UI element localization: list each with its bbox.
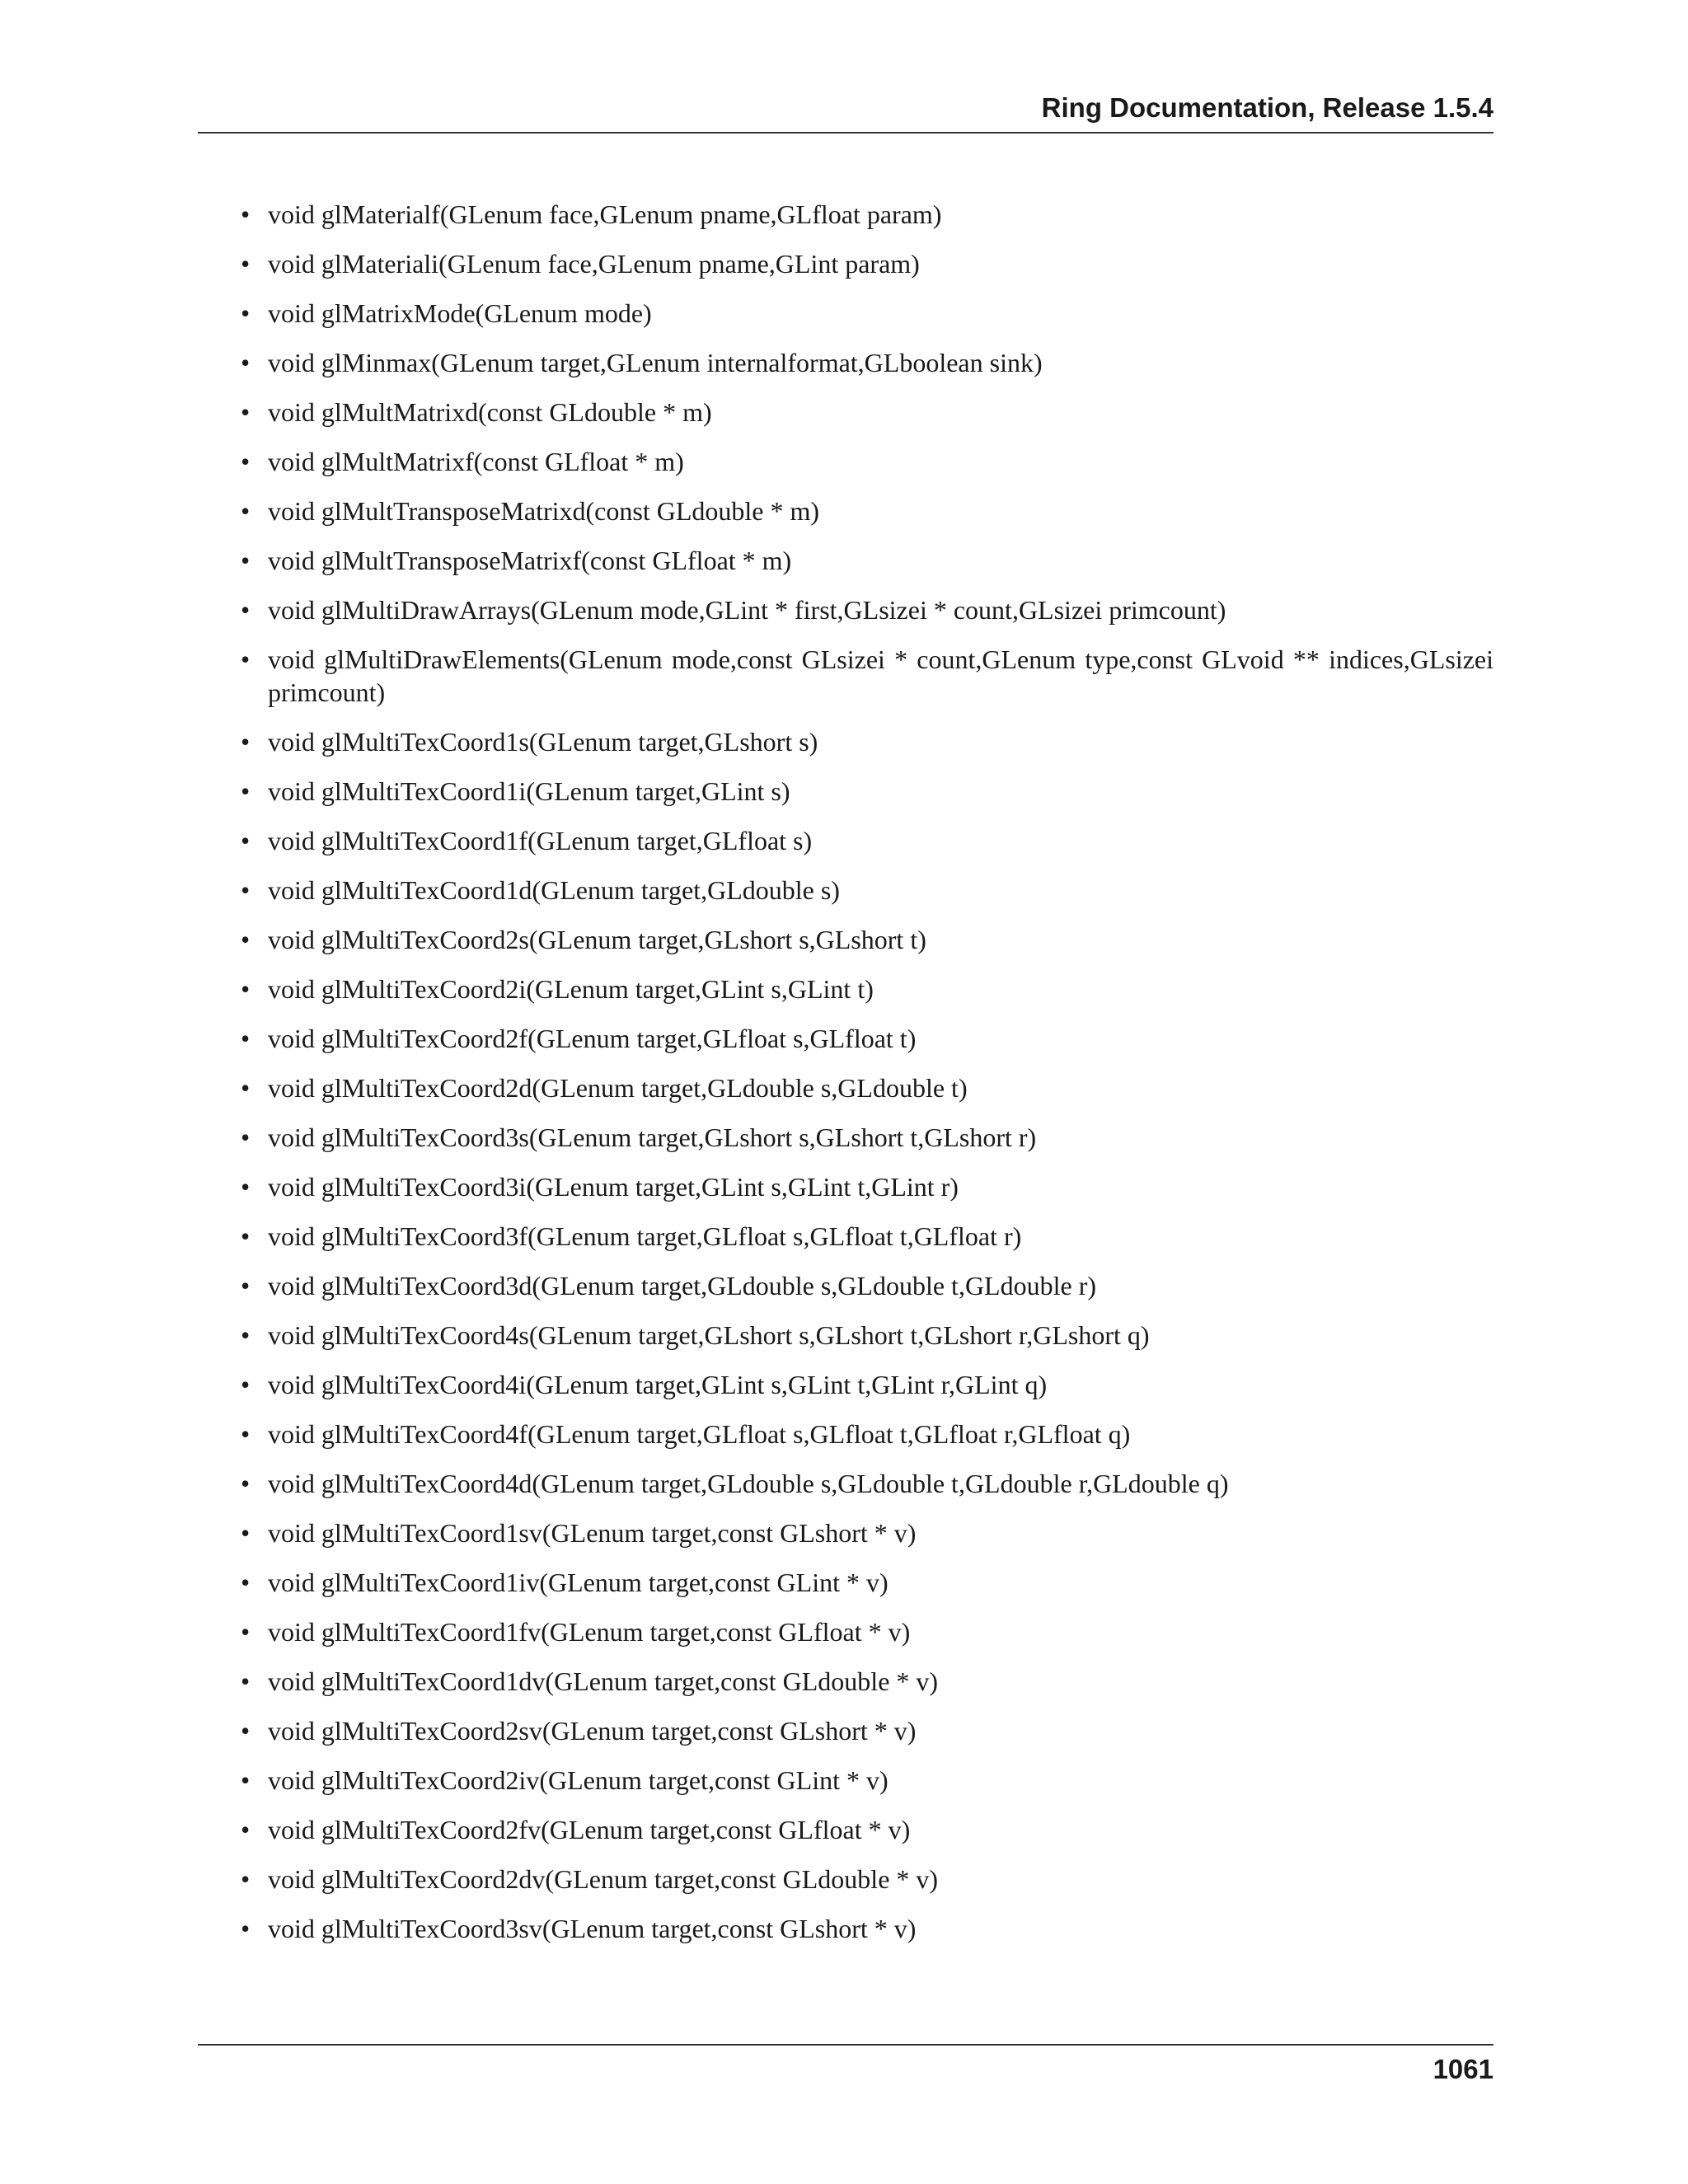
- page-footer: [198, 2044, 1493, 2084]
- list-item: [198, 198, 1493, 231]
- function-signature: void glMultiTexCoord1s(GLenum target,GLshort s): [268, 727, 818, 757]
- bullet-icon: •: [241, 1024, 251, 1053]
- function-signature: void glMultiTexCoord3sv(GLenum target,const GLshort * v): [268, 1914, 917, 1943]
- list-item: [198, 396, 1493, 429]
- list-item: [198, 1368, 1493, 1401]
- list-item: [198, 1269, 1493, 1302]
- bullet-icon: •: [241, 1370, 251, 1399]
- function-signature: void glMultiTexCoord4f(GLenum target,GLfloat s,GLfloat t,GLfloat r,GLfloat q): [268, 1419, 1131, 1449]
- list-item: [198, 643, 1493, 709]
- function-signature: void glMultiTexCoord4d(GLenum target,GLdouble s,GLdouble t,GLdouble r,GLdouble q): [268, 1469, 1229, 1498]
- list-item: [198, 445, 1493, 478]
- bullet-icon: •: [241, 397, 251, 427]
- list-item: [198, 1022, 1493, 1055]
- function-signature: void glMultiTexCoord2d(GLenum target,GLdouble s,GLdouble t): [268, 1073, 968, 1103]
- function-list: [198, 198, 1493, 1945]
- function-signature: void glMultiTexCoord2s(GLenum target,GLshort s,GLshort t): [268, 925, 926, 954]
- function-signature: void glMultTransposeMatrixd(const GLdouble * m): [268, 496, 819, 526]
- bullet-icon: •: [241, 826, 251, 855]
- bullet-icon: •: [241, 1765, 251, 1795]
- function-signature: void glMultiTexCoord2sv(GLenum target,const GLshort * v): [268, 1716, 917, 1746]
- function-signature: void glMultiDrawArrays(GLenum mode,GLint * first,GLsizei * count,GLsizei primcount): [268, 595, 1226, 625]
- function-signature: void glMultiTexCoord2i(GLenum target,GLint s,GLint t): [268, 974, 874, 1004]
- bullet-icon: •: [241, 249, 251, 279]
- function-signature: void glMultiTexCoord3d(GLenum target,GLdouble s,GLdouble t,GLdouble r): [268, 1271, 1096, 1301]
- list-item: [198, 1813, 1493, 1846]
- list-item: [198, 544, 1493, 577]
- function-signature: void glMultiTexCoord1dv(GLenum target,const GLdouble * v): [268, 1666, 939, 1696]
- bullet-icon: •: [241, 644, 251, 674]
- function-signature: void glMultiTexCoord2dv(GLenum target,const GLdouble * v): [268, 1864, 939, 1894]
- bullet-icon: •: [241, 1469, 251, 1498]
- list-item: [198, 1714, 1493, 1747]
- list-item: [198, 775, 1493, 808]
- function-signature: void glMultiTexCoord1f(GLenum target,GLfloat s): [268, 826, 813, 855]
- bullet-icon: •: [241, 875, 251, 905]
- function-signature: void glMultiTexCoord2iv(GLenum target,const GLint * v): [268, 1765, 889, 1795]
- function-signature: void glMultiTexCoord2f(GLenum target,GLfloat s,GLfloat t): [268, 1024, 917, 1053]
- bullet-icon: •: [241, 1666, 251, 1696]
- list-item: [198, 1516, 1493, 1549]
- list-item: [198, 1467, 1493, 1500]
- list-item: [198, 1121, 1493, 1154]
- function-signature: void glMultiTexCoord1i(GLenum target,GLint s): [268, 776, 790, 806]
- bullet-icon: •: [241, 1419, 251, 1449]
- list-item: [198, 1220, 1493, 1253]
- bullet-icon: •: [241, 1864, 251, 1894]
- function-signature: void glMultMatrixd(const GLdouble * m): [268, 397, 712, 427]
- function-signature: void glMultiDrawElements(GLenum mode,const GLsizei * count,GLenum type,const GLvoid ** indices,GLsizei primcount): [268, 644, 1493, 707]
- list-item: [198, 1665, 1493, 1698]
- list-item: [198, 593, 1493, 626]
- bullet-icon: •: [241, 447, 251, 476]
- bullet-icon: •: [241, 496, 251, 526]
- list-item: [198, 346, 1493, 379]
- function-signature: void glMultiTexCoord3f(GLenum target,GLfloat s,GLfloat t,GLfloat r): [268, 1221, 1022, 1251]
- list-item: [198, 874, 1493, 907]
- function-signature: void glMatrixMode(GLenum mode): [268, 298, 652, 328]
- page-number: 1061: [1432, 2054, 1493, 2084]
- bullet-icon: •: [241, 1815, 251, 1844]
- list-item: [198, 1566, 1493, 1599]
- document-title: Ring Documentation, Release 1.5.4: [1041, 92, 1493, 123]
- list-item: [198, 494, 1493, 527]
- list-item: [198, 1764, 1493, 1797]
- list-item: [198, 824, 1493, 857]
- bullet-icon: •: [241, 298, 251, 328]
- function-signature: void glMaterialf(GLenum face,GLenum pname,GLfloat param): [268, 199, 942, 229]
- bullet-icon: •: [241, 1617, 251, 1647]
- list-item: [198, 1170, 1493, 1203]
- function-signature: void glMultiTexCoord1sv(GLenum target,const GLshort * v): [268, 1518, 917, 1548]
- function-signature: void glMultiTexCoord3s(GLenum target,GLshort s,GLshort t,GLshort r): [268, 1122, 1037, 1152]
- bullet-icon: •: [241, 776, 251, 806]
- list-item: [198, 1863, 1493, 1896]
- list-item: [198, 1418, 1493, 1451]
- bullet-icon: •: [241, 1271, 251, 1301]
- function-signature: void glMultiTexCoord2fv(GLenum target,const GLfloat * v): [268, 1815, 911, 1844]
- function-signature: void glMultTransposeMatrixf(const GLfloat * m): [268, 546, 792, 575]
- bullet-icon: •: [241, 1716, 251, 1746]
- bullet-icon: •: [241, 925, 251, 954]
- bullet-icon: •: [241, 727, 251, 757]
- bullet-icon: •: [241, 1320, 251, 1350]
- function-signature: void glMultMatrixf(const GLfloat * m): [268, 447, 684, 476]
- bullet-icon: •: [241, 1518, 251, 1548]
- function-signature: void glMultiTexCoord4s(GLenum target,GLshort s,GLshort t,GLshort r,GLshort q): [268, 1320, 1150, 1350]
- bullet-icon: •: [241, 595, 251, 625]
- list-item: [198, 725, 1493, 758]
- bullet-icon: •: [241, 199, 251, 229]
- list-item: [198, 1615, 1493, 1648]
- list-item: [198, 923, 1493, 956]
- bullet-icon: •: [241, 1172, 251, 1202]
- list-item: [198, 247, 1493, 280]
- bullet-icon: •: [241, 1122, 251, 1152]
- list-item: [198, 297, 1493, 330]
- function-signature: void glMultiTexCoord1fv(GLenum target,const GLfloat * v): [268, 1617, 911, 1647]
- list-item: [198, 1071, 1493, 1104]
- page-header: [198, 89, 1493, 134]
- bullet-icon: •: [241, 1914, 251, 1943]
- bullet-icon: •: [241, 348, 251, 377]
- list-item: [198, 1319, 1493, 1352]
- bullet-icon: •: [241, 1221, 251, 1251]
- function-signature: void glMultiTexCoord1d(GLenum target,GLdouble s): [268, 875, 840, 905]
- function-signature: void glMultiTexCoord1iv(GLenum target,const GLint * v): [268, 1568, 889, 1597]
- function-signature: void glMinmax(GLenum target,GLenum internalformat,GLboolean sink): [268, 348, 1043, 377]
- bullet-icon: •: [241, 1568, 251, 1597]
- list-item: [198, 972, 1493, 1005]
- bullet-icon: •: [241, 1073, 251, 1103]
- function-signature: void glMultiTexCoord3i(GLenum target,GLint s,GLint t,GLint r): [268, 1172, 959, 1202]
- bullet-icon: •: [241, 546, 251, 575]
- function-signature: void glMultiTexCoord4i(GLenum target,GLint s,GLint t,GLint r,GLint q): [268, 1370, 1048, 1399]
- function-signature: void glMateriali(GLenum face,GLenum pname,GLint param): [268, 249, 920, 279]
- page-content: [198, 198, 1493, 1961]
- bullet-icon: •: [241, 974, 251, 1004]
- list-item: [198, 1912, 1493, 1945]
